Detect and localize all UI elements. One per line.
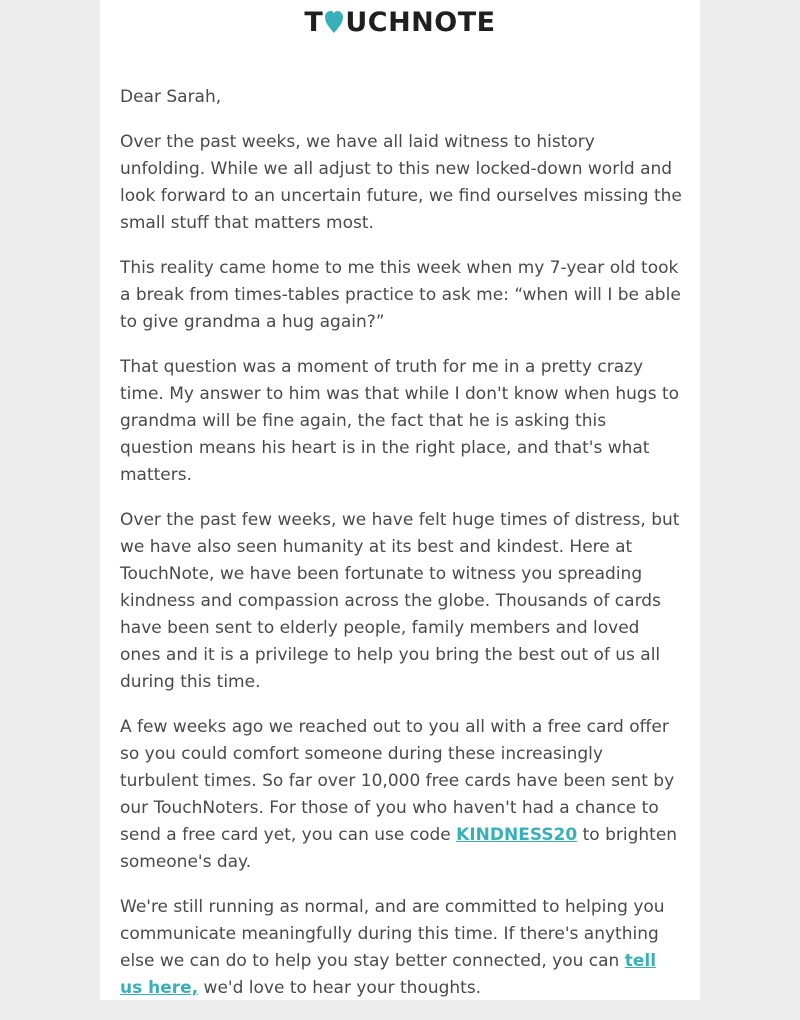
logo-text-end: UCHNOTE: [345, 7, 496, 38]
paragraph-2: This reality came home to me this week when my 7-year old took a break from times-tables practice to ask me: “when will I be able to give grandma a hug again?”: [120, 258, 681, 332]
paragraph-6-text: We're still running as normal, and are committed to helping you communicate meaningfully during this time. If there's anything else we can do to help you stay better connected, you can: [120, 897, 665, 971]
greeting: Dear Sarah,: [120, 87, 222, 107]
paragraph-3: That question was a moment of truth for me in a pretty crazy time. My answer to him was that while I don't know when hugs to grandma will be fine again, the fact that he is asking this question means his heart is in the right place, and that's what matters.: [120, 357, 680, 485]
paragraph-6: [120, 894, 682, 1002]
paragraph-1: Over the past weeks, we have all laid witness to history unfolding. While we all adjust to this new locked-down world and look forward to an uncertain future, we find ourselves missing the small stuff that matters most.: [120, 132, 682, 233]
email-card: [100, 0, 700, 1000]
promo-code-link[interactable]: KINDNESS20: [456, 825, 578, 845]
paragraph-5: [120, 714, 682, 876]
paragraph-6-text-end: we'd love to hear your thoughts.: [198, 978, 482, 998]
paragraph-5-text: A few weeks ago we reached out to you all with a free card offer so you could comfort someone during these increasingly turbulent times. So far over 10,000 free cards have been sent by our TouchNoters. For those of you who haven't had a chance to send a free card yet, you can use code: [120, 717, 675, 845]
touchnote-logo[interactable]: [100, 6, 700, 40]
feedback-link[interactable]: tell us here,: [120, 951, 657, 998]
logo-text-start: T: [304, 7, 324, 38]
paragraph-5-text-end: to brighten someone's day.: [120, 825, 678, 872]
heart-icon: [324, 10, 344, 34]
paragraph-4: Over the past few weeks, we have felt huge times of distress, but we have also seen humanity at its best and kindest. Here at TouchNote, we have been fortunate to witness you spreading kindness and compassion across the globe. Thousands of cards have been sent to elderly people, family members and loved ones and it is a privilege to help you bring the best out of us all during this time.: [120, 510, 680, 692]
letter-body: [120, 84, 682, 1020]
